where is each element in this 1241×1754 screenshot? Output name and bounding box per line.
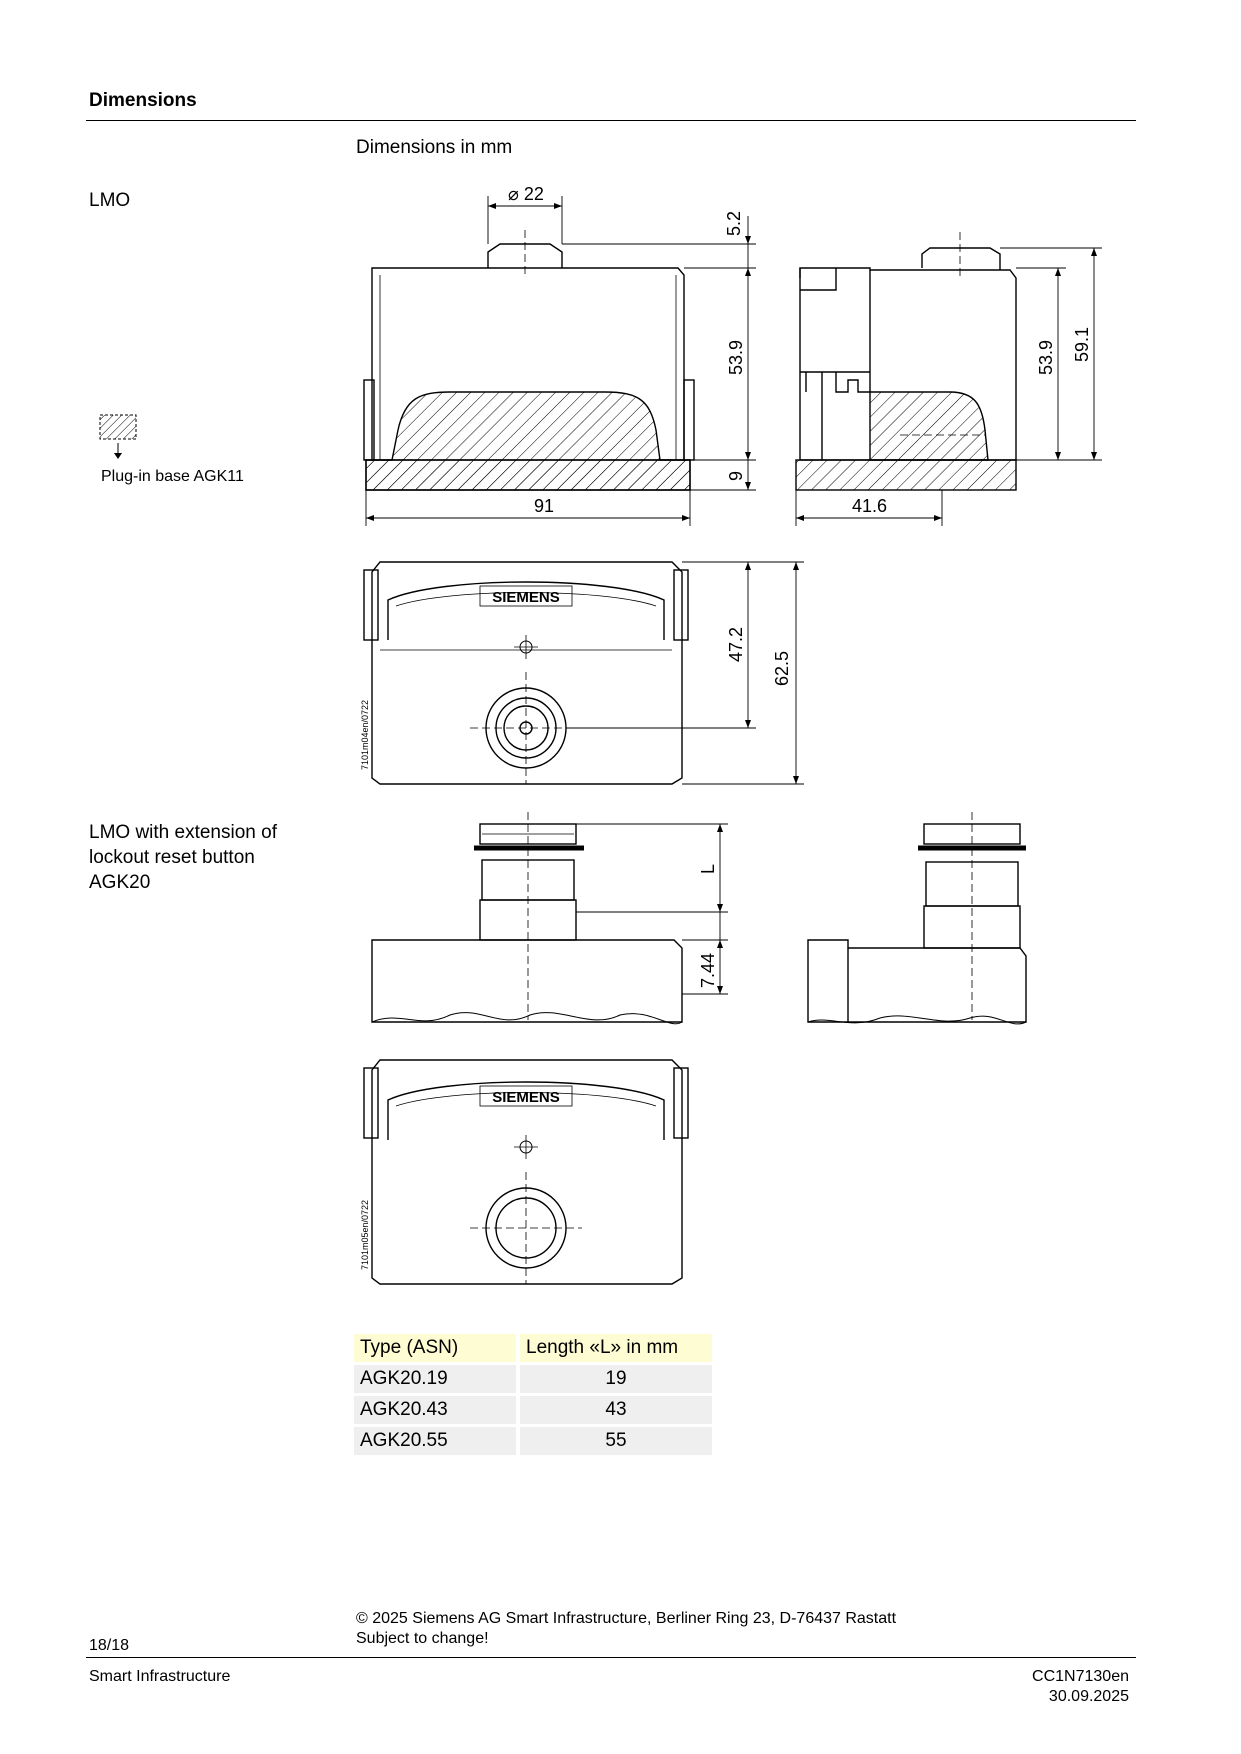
dimensions-caption: Dimensions in mm bbox=[356, 137, 513, 158]
plugin-base-label: Plug-in base AGK11 bbox=[101, 468, 244, 485]
footer-date: 30.09.2025 bbox=[1048, 1688, 1129, 1705]
footer-subject: Subject to change! bbox=[356, 1630, 489, 1647]
drawing-code: 7101m04en/0722 bbox=[360, 699, 370, 770]
table-row bbox=[354, 1427, 712, 1455]
table-row bbox=[354, 1365, 712, 1393]
table-header-length: Length «L» in mm bbox=[520, 1334, 712, 1362]
footer-company: Smart Infrastructure bbox=[89, 1668, 231, 1685]
length-table bbox=[350, 1331, 716, 1458]
dim-7-44: 7.44 bbox=[698, 952, 718, 988]
side-view-drawing bbox=[796, 232, 1016, 490]
table-header-row bbox=[354, 1334, 712, 1362]
extension-label-line: LMO with extension of bbox=[89, 822, 277, 843]
table-cell-length: 19 bbox=[520, 1365, 712, 1393]
dim-59-1: 59.1 bbox=[1072, 326, 1092, 362]
dimension-arrows bbox=[366, 203, 1097, 994]
dim-9: 9 bbox=[726, 470, 746, 481]
extension-label-line: lockout reset button bbox=[89, 847, 255, 868]
table-cell-length: 55 bbox=[520, 1427, 712, 1455]
footer-copyright: © 2025 Siemens AG Smart Infrastructure, Berliner Ring 23, D-76437 Rastatt bbox=[356, 1610, 897, 1627]
extension-label-line: AGK20 bbox=[89, 872, 151, 893]
dim-53-9-side: 53.9 bbox=[1036, 339, 1056, 375]
section-title: Dimensions bbox=[89, 90, 197, 111]
table-cell-type: AGK20.19 bbox=[354, 1365, 516, 1393]
siemens-logo: SIEMENS bbox=[492, 589, 560, 606]
page-number: 18/18 bbox=[89, 1637, 130, 1654]
dim-5-2: 5.2 bbox=[724, 210, 744, 236]
table-cell-type: AGK20.43 bbox=[354, 1396, 516, 1424]
lmo-label: LMO bbox=[89, 190, 131, 211]
siemens-logo: SIEMENS bbox=[492, 1089, 560, 1106]
table-header-type: Type (ASN) bbox=[354, 1334, 516, 1362]
footer-rule bbox=[86, 1657, 1136, 1658]
footer-doc-id: CC1N7130en bbox=[1032, 1668, 1129, 1685]
dim-62-5: 62.5 bbox=[772, 650, 792, 686]
table-row bbox=[354, 1396, 712, 1424]
dim-41-6: 41.6 bbox=[852, 496, 888, 516]
dim-53-9-front: 53.9 bbox=[726, 339, 746, 375]
extension-front-drawing bbox=[372, 812, 682, 1024]
dim-91: 91 bbox=[534, 496, 555, 516]
dim-47-2: 47.2 bbox=[726, 626, 746, 662]
table-cell-length: 43 bbox=[520, 1396, 712, 1424]
dim-diameter: ⌀ 22 bbox=[508, 184, 544, 204]
dimension-lines bbox=[366, 196, 1102, 994]
drawing-code: 7101m05en/0722 bbox=[360, 1199, 370, 1270]
dim-L: L bbox=[698, 863, 718, 874]
extension-side-drawing bbox=[808, 812, 1026, 1024]
front-view-drawing bbox=[364, 230, 694, 490]
table-cell-type: AGK20.55 bbox=[354, 1427, 516, 1455]
